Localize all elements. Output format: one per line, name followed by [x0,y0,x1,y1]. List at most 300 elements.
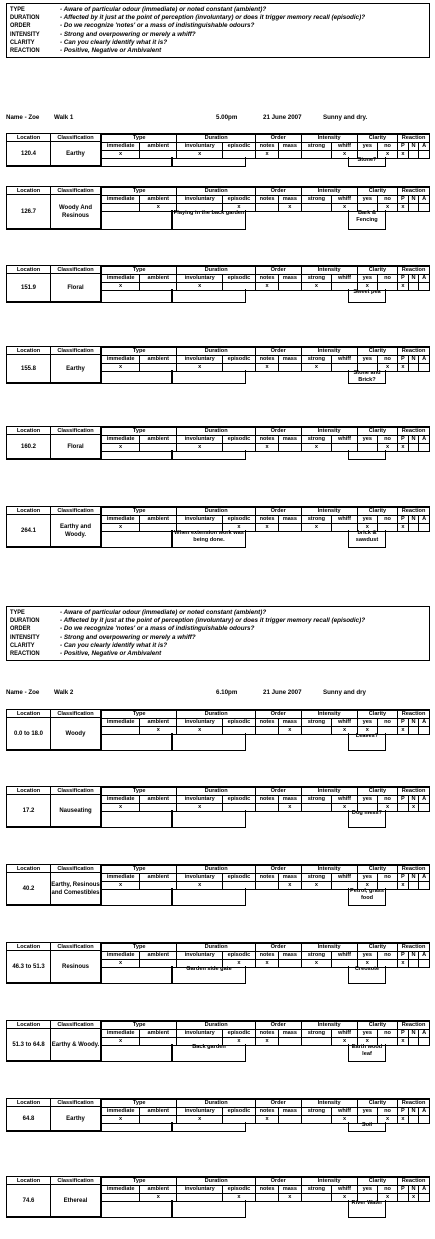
classification-header: Classification [51,787,100,795]
sub-header: involuntary [177,1030,223,1038]
location-header: Location [7,865,51,873]
sub-header: P [398,275,409,283]
mark-empty [408,364,419,372]
sub-header: strong [301,516,332,524]
sub-header: immediate [102,952,140,960]
sub-header: ambient [140,516,177,524]
sub-header: immediate [102,874,140,882]
record-grid [101,506,430,532]
clarity-note: Creosote [348,966,386,984]
group-header: Intensity [301,710,357,719]
walk-weather: Sunny and dry. [323,114,368,121]
sub-header: involuntary [177,436,223,444]
legend-row [10,39,426,47]
group-header: Type [102,1177,177,1186]
sub-header: notes [255,356,278,364]
mark-x: x [398,727,409,735]
sub-header: no [377,275,397,283]
mark-x: x [102,283,140,291]
sub-header: immediate [102,356,140,364]
location-block [6,265,101,303]
legend-key: INTENSITY [10,633,40,641]
mark-empty [279,444,301,452]
sub-header: notes [255,436,278,444]
walk-header [6,689,430,699]
classification-header: Classification [51,865,100,873]
legend-text: - Strong and overpowering or merely a whiff? [60,633,196,641]
mark-empty [279,524,301,532]
group-header: Clarity [357,1099,397,1108]
legend-text: - Do we recognize 'notes' or a mass of indistinguishable odours? [60,625,255,633]
sub-header: whiff [332,952,357,960]
mark-empty [279,151,301,159]
mark-empty [419,524,430,532]
group-header: Clarity [357,347,397,356]
mark-x: x [398,524,409,532]
record [0,709,435,755]
group-header: Intensity [301,266,357,275]
location-value: 64.8 [7,1107,51,1130]
mark-x: x [301,524,332,532]
group-header: Type [102,427,177,436]
sub-header: A [419,516,430,524]
sub-header: mass [279,719,301,727]
sub-header: no [377,356,397,364]
classification-value: Earthy & Woody. [51,1041,100,1048]
group-header: Duration [177,187,256,196]
group-header: Type [102,187,177,196]
sub-header-row [102,356,430,364]
mark-x: x [301,364,332,372]
mark-x: x [398,444,409,452]
sub-header: mass [279,196,301,204]
record [0,186,435,234]
group-header: Order [255,347,301,356]
mark-x: x [377,804,397,812]
classification-header: Classification [51,507,100,515]
duration-note [172,157,246,167]
sub-header: P [398,796,409,804]
duration-note [172,888,246,906]
location-value: 40.2 [7,873,51,904]
location-block [6,1098,101,1132]
mark-empty [419,283,430,291]
mark-x: x [332,204,357,212]
sub-header: yes [357,952,377,960]
group-header: Clarity [357,1021,397,1030]
sub-header-row [102,719,430,727]
record-grid [101,786,430,812]
mark-empty [419,204,430,212]
duration-note [172,450,246,460]
sub-header: strong [301,436,332,444]
mark-x: x [301,283,332,291]
walk-date: 21 June 2007 [263,114,302,121]
mark-empty [408,1038,419,1046]
mark-x: x [279,727,301,735]
sub-header: ambient [140,1030,177,1038]
group-header-row [102,865,430,874]
sub-header: whiff [332,874,357,882]
legend-text: - Affected by it just at the point of perception (involuntary) or does it trigger memory recall (episodic)? [60,14,366,22]
legend-key: CLARITY [10,38,35,46]
group-header-row [102,427,430,436]
classification-header: Classification [51,187,100,195]
classification-header: Classification [51,427,100,435]
classification-header: Classification [51,943,100,951]
walk-date: 21 June 2007 [263,689,302,696]
legend-row [10,22,426,30]
sub-header: immediate [102,796,140,804]
sub-header: involuntary [177,516,223,524]
mark-x: x [255,444,278,452]
mark-x: x [377,1194,397,1202]
mark-empty [301,151,332,159]
mark-x: x [332,727,357,735]
type-note-box [101,733,172,751]
mark-x: x [177,804,223,812]
sub-header: whiff [332,1030,357,1038]
mark-x: x [140,727,177,735]
duration-note [172,810,246,828]
sub-header: yes [357,1186,377,1194]
sub-header-row [102,1186,430,1194]
location-value: 264.1 [7,515,51,546]
clarity-note: Sweet pea [348,289,386,303]
legend-box [6,3,430,58]
sub-header: ambient [140,796,177,804]
type-note-box [101,289,172,303]
legend-text: - Aware of particular odour (immediate) or noted constant (ambient)? [60,6,267,13]
sub-header: A [419,143,430,151]
sub-header: strong [301,356,332,364]
sub-header: no [377,1030,397,1038]
sub-header: episodic [222,356,255,364]
sub-header: P [398,143,409,151]
type-note-box [101,370,172,384]
mark-x: x [398,151,409,159]
sub-header: immediate [102,143,140,151]
sub-header: strong [301,196,332,204]
sub-header-row [102,796,430,804]
mark-empty [408,151,419,159]
group-header: Type [102,787,177,796]
sub-header: A [419,874,430,882]
mark-empty [301,1194,332,1202]
mark-empty [301,204,332,212]
clarity-note [348,450,386,460]
mark-x: x [377,204,397,212]
mark-empty [408,204,419,212]
type-note-box [101,966,172,984]
sub-header: whiff [332,196,357,204]
mark-x: x [102,804,140,812]
sub-header: involuntary [177,796,223,804]
sub-header: P [398,1030,409,1038]
sub-header: ambient [140,356,177,364]
group-header: Clarity [357,1177,397,1186]
location-block [6,1020,101,1062]
group-header: Order [255,787,301,796]
mark-x: x [398,1116,409,1124]
group-header: Reaction [398,943,430,952]
record-grid [101,186,430,212]
group-header: Type [102,134,177,143]
mark-x: x [408,804,419,812]
legend-key: ORDER [10,22,31,30]
legend-key: INTENSITY [10,30,40,38]
location-header: Location [7,1177,51,1185]
sub-header: strong [301,719,332,727]
group-header: Duration [177,943,256,952]
sub-header: involuntary [177,1186,223,1194]
sub-header: no [377,874,397,882]
sub-header: A [419,275,430,283]
mark-empty [408,444,419,452]
mark-x: x [398,960,409,968]
sub-header: yes [357,356,377,364]
sub-header: involuntary [177,1108,223,1116]
record [0,1176,435,1222]
clarity-note: Soil [348,1122,386,1132]
mark-empty [301,804,332,812]
sub-header: whiff [332,275,357,283]
clarity-note: Petrol, grass food [348,888,386,906]
mark-x: x [177,151,223,159]
sub-header: mass [279,796,301,804]
record-grid [101,426,430,452]
sub-header: notes [255,719,278,727]
record-grid [101,1098,430,1124]
sub-header: A [419,952,430,960]
sub-header: notes [255,196,278,204]
sub-header: strong [301,1186,332,1194]
mark-empty [419,151,430,159]
sub-header: involuntary [177,719,223,727]
mark-x: x [398,882,409,890]
sub-header: yes [357,874,377,882]
group-header: Order [255,427,301,436]
sub-header: episodic [222,952,255,960]
classification-value: Nauseating [59,807,92,814]
group-header: Duration [177,347,256,356]
sub-header: whiff [332,143,357,151]
classification-value: Resinous [61,963,89,970]
duration-note: Garden side gate [172,966,246,984]
mark-empty [301,727,332,735]
legend-row [10,14,426,22]
sub-header: whiff [332,1186,357,1194]
mark-empty [279,283,301,291]
group-header-row [102,347,430,356]
group-header-row [102,1099,430,1108]
sub-header: ambient [140,1186,177,1194]
sub-header: no [377,719,397,727]
mark-x: x [279,882,301,890]
classification-value: Earthy [66,1115,85,1122]
mark-x: x [102,1116,140,1124]
walk-time: 6.10pm [216,689,238,696]
legend-row [10,617,426,625]
record-grid [101,709,430,735]
classification-header: Classification [51,1021,100,1029]
group-header: Reaction [398,1177,430,1186]
legend-key: REACTION [10,46,40,54]
sub-header: N [408,874,419,882]
mark-x: x [255,283,278,291]
group-header: Reaction [398,1099,430,1108]
sub-header: whiff [332,356,357,364]
group-header: Reaction [398,710,430,719]
location-header: Location [7,1099,51,1107]
location-block [6,426,101,460]
mark-x: x [177,283,223,291]
record-grid [101,1176,430,1202]
sub-header: N [408,1108,419,1116]
mark-x: x [377,151,397,159]
location-header: Location [7,427,51,435]
group-header: Order [255,266,301,275]
sub-header: N [408,436,419,444]
group-header: Order [255,865,301,874]
sub-header: immediate [102,719,140,727]
sub-header: yes [357,436,377,444]
type-note-box [101,1044,172,1062]
legend-key: TYPE [10,6,25,13]
sub-header: N [408,952,419,960]
clarity-note: Stone? [348,157,386,167]
record [0,942,435,988]
location-header: Location [7,134,51,142]
sub-header: yes [357,1108,377,1116]
location-header: Location [7,710,51,718]
mark-x: x [255,364,278,372]
mark-empty [419,444,430,452]
record [0,265,435,307]
sub-header: N [408,516,419,524]
location-value: 155.8 [7,355,51,382]
group-header: Intensity [301,347,357,356]
sub-header: P [398,196,409,204]
sub-header: mass [279,952,301,960]
group-header: Intensity [301,1177,357,1186]
mark-x: x [408,1194,419,1202]
type-note-box [101,1200,172,1218]
sub-header: strong [301,874,332,882]
sub-header: episodic [222,1030,255,1038]
mark-x: x [102,1038,140,1046]
legend-row [10,634,426,642]
sub-header: mass [279,143,301,151]
mark-x: x [398,283,409,291]
sub-header: N [408,356,419,364]
group-header: Duration [177,1021,256,1030]
sub-header: episodic [222,796,255,804]
location-value: 74.6 [7,1185,51,1216]
group-header: Intensity [301,943,357,952]
mark-empty [301,1038,332,1046]
mark-x: x [357,283,377,291]
sub-header: P [398,874,409,882]
group-header: Order [255,710,301,719]
legend-text: - Aware of particular odour (immediate) or noted constant (ambient)? [60,609,267,616]
group-header-row [102,1177,430,1186]
group-header: Duration [177,1177,256,1186]
group-header: Intensity [301,1099,357,1108]
legend-text: - Strong and overpowering or merely a whiff? [60,30,196,38]
sub-header: A [419,196,430,204]
sub-header: P [398,719,409,727]
sub-header: notes [255,1030,278,1038]
legend-row [10,650,426,658]
legend-key: DURATION [10,617,40,625]
sub-header: ambient [140,275,177,283]
group-header: Clarity [357,134,397,143]
mark-x: x [398,204,409,212]
legend-text: - Can you clearly identify what it is? [60,38,168,46]
group-header: Clarity [357,865,397,874]
group-header: Reaction [398,134,430,143]
group-header: Order [255,187,301,196]
group-header: Reaction [398,427,430,436]
group-header: Clarity [357,710,397,719]
clarity-note: Leaves? [348,733,386,751]
sub-header: ambient [140,143,177,151]
mark-x: x [332,804,357,812]
legend-key: TYPE [10,609,25,616]
sub-header: A [419,356,430,364]
sub-header: mass [279,1030,301,1038]
classification-value: Earthy [66,150,85,157]
record [0,506,435,552]
sub-header: P [398,1186,409,1194]
mark-empty [419,882,430,890]
sub-header: A [419,436,430,444]
sub-header: P [398,356,409,364]
sub-header: mass [279,436,301,444]
sub-header: mass [279,1108,301,1116]
mark-x: x [357,727,377,735]
sub-header: whiff [332,796,357,804]
location-block [6,506,101,548]
walk-time: 5.00pm [216,114,238,121]
mark-x: x [255,960,278,968]
mark-x: x [279,1194,301,1202]
walk-name: Name - Zoe [6,689,40,696]
walk-name: Name - Zoe [6,114,40,121]
mark-x: x [279,204,301,212]
type-note-box [101,1122,172,1132]
legend-text: - Positive, Negative or Ambivalent [60,46,162,54]
sub-header: yes [357,796,377,804]
group-header: Type [102,347,177,356]
clarity-note: Bark & Fencing [348,210,386,230]
record [0,1020,435,1066]
group-header: Clarity [357,507,397,516]
legend-text: - Positive, Negative or Ambivalent [60,649,162,657]
mark-x: x [222,960,255,968]
mark-x: x [177,882,223,890]
location-value: 51.3 to 64.8 [7,1029,51,1060]
mark-x: x [332,1116,357,1124]
mark-x: x [102,960,140,968]
sub-header-row [102,1030,430,1038]
sub-header: ambient [140,436,177,444]
mark-x: x [140,1194,177,1202]
duration-note: When extension work was being done. [172,530,246,548]
sub-header: A [419,796,430,804]
legend-row [10,47,426,55]
